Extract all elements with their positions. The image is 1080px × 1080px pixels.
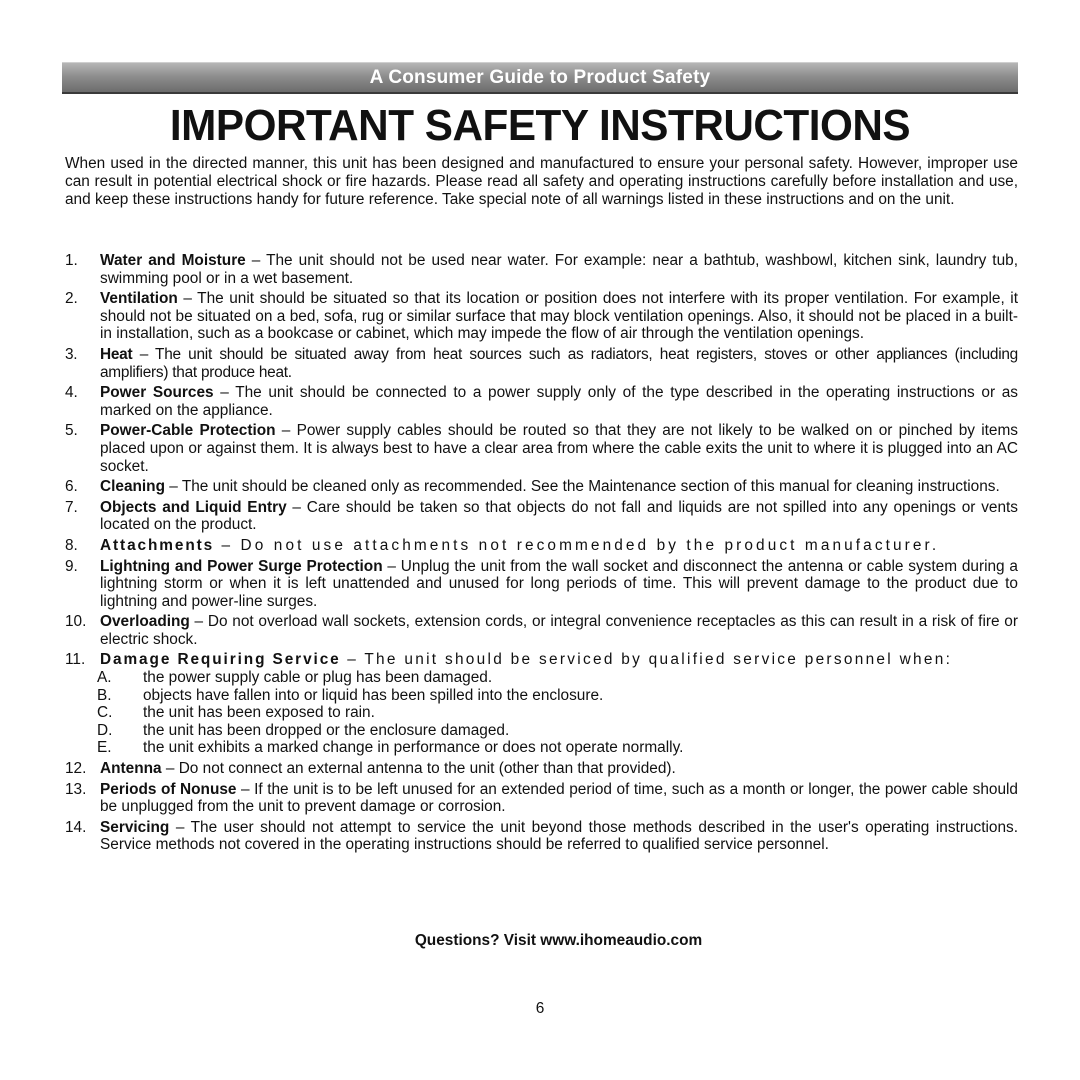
list-item-servicing [65,819,1018,854]
list-item-power-sources [65,384,1018,419]
service-condition [65,687,1018,705]
condition-text: the unit has been dropped or the enclosure damaged. [143,721,510,739]
service-condition [65,704,1018,722]
item-term: Ventilation [100,290,178,308]
item-text: – Do not use attachments not recommended by the product manufacturer. [214,536,940,554]
questions-link-text: Questions? Visit www.ihomeaudio.com [414,932,703,949]
item-number: 7. [65,498,78,516]
item-text: – The unit should be situated away from heat sources such as radiators, heat registers, stoves or other appliances (including amplifiers) that produce heat. [100,345,1018,381]
item-term: Overloading [100,613,190,631]
item-text: – The unit should be serviced by qualified service personnel when: [340,651,953,669]
list-item-overloading [65,613,1018,648]
item-number: 14. [65,818,87,836]
list-item-cleaning [65,478,1018,496]
safety-instructions-list [65,252,1018,857]
list-item-heat [65,346,1018,381]
page-title: IMPORTANT SAFETY INSTRUCTIONS [169,101,911,150]
item-text: – The unit should not be used near water. For example: near a bathtub, washbowl, kitchen sink, laundry tub, swimming pool or in a wet basement. [100,252,1018,287]
item-text: – The unit should be cleaned only as recommended. See the Maintenance section of this manual for cleaning instructions. [165,478,1000,496]
condition-text: the unit exhibits a marked change in performance or does not operate normally. [143,739,684,757]
item-text: – The unit should be situated so that its location or position does not interfere with its proper ventilation. For example, it should not be situated on a bed, sofa, rug or similar surface that may block ventilation openings. Also, it should not be placed in a built-in installation, such as a bookcase or cabinet, which may impede the flow of air through the ventilation openings. [100,290,1018,343]
item-term: Cleaning [100,478,165,496]
condition-text: objects have fallen into or liquid has been spilled into the enclosure. [143,686,604,704]
item-term: Attachments [100,536,215,554]
item-term: Water and Moisture [100,252,246,269]
header-banner [62,62,1018,94]
item-text: – The user should not attempt to service the unit beyond those methods described in the user's operating instructions. Service methods not covered in the operating instructions should be referred to qualified service personnel. [100,818,1018,854]
item-number: 8. [65,536,78,554]
list-item-ventilation [65,290,1018,343]
item-number: 12. [65,760,87,778]
intro-paragraph: When used in the directed manner, this unit has been designed and manufactured to ensure your personal safety. However, improper use can result in potential electrical shock or fire hazards. Please read all safety and operating instructions carefully before installation and use, and keep these instructions handy for future reference. Take special note of all warnings listed in these instructions and on the unit. [65,155,1018,208]
item-term: Damage Requiring Service [100,651,341,669]
item-term: Power Sources [100,384,214,402]
list-item-damage-service [65,651,1018,669]
item-term: Objects and Liquid Entry [100,498,287,516]
list-item-power-cable [65,422,1018,475]
condition-letter: E. [97,739,112,757]
item-number: 5. [65,422,78,440]
service-conditions-block [65,669,1018,757]
item-text: – Unplug the unit from the wall socket and disconnect the antenna or cable system during a lightning storm or when it is left unattended and unused for long periods of time. This will prevent damage to the product due to lightning and power-line surges. [100,557,1018,610]
item-text: – Do not overload wall sockets, extension cords, or integral convenience receptacles as this can result in a risk of fire or electric shock. [100,613,1018,648]
list-item-attachments [65,537,1018,555]
item-number: 11. [65,651,86,669]
item-term: Periods of Nonuse [100,780,237,798]
item-text: – Power supply cables should be routed so that they are not likely to be walked on or pinched by items placed upon or against them. It is always best to have a clear area from where the cable exits the unit to where it is plugged into an AC socket. [100,422,1018,475]
condition-letter: B. [97,686,112,704]
item-number: 1. [65,252,78,269]
condition-text: the unit has been exposed to rain. [143,704,375,722]
item-term: Lightning and Power Surge Protection [100,557,383,575]
item-number: 4. [65,384,78,402]
item-text: – If the unit is to be left unused for an extended period of time, such as a month or longer, the power cable should be unplugged from the unit to prevent damage or corrosion. [100,780,1018,816]
condition-letter: D. [97,721,113,739]
list-item-lightning [65,558,1018,611]
item-number: 10. [65,613,87,631]
item-text: – Do not connect an external antenna to the unit (other than that provided). [161,760,676,778]
service-condition [65,669,1018,687]
item-term: Antenna [100,760,162,778]
condition-letter: C. [97,704,113,722]
service-condition [65,722,1018,740]
condition-text: the power supply cable or plug has been damaged. [143,669,493,687]
list-item-antenna [65,760,1018,778]
item-number: 2. [65,290,78,308]
condition-letter: A. [97,669,112,687]
item-number: 3. [65,345,78,363]
banner-title: A Consumer Guide to Product Safety [369,66,711,88]
list-item-objects-liquid [65,499,1018,534]
item-number: 9. [65,557,78,575]
item-text: – The unit should be connected to a power supply only of the type described in the operating instructions or as marked on the appliance. [100,384,1018,419]
service-conditions-list [65,669,1018,757]
item-term: Servicing [100,818,170,836]
page-number: 6 [535,1000,545,1017]
service-condition [65,739,1018,757]
item-term: Power-Cable Protection [100,422,276,440]
item-term: Heat [100,345,133,363]
item-number: 13. [65,780,87,798]
list-item-water [65,252,1018,287]
list-item-nonuse [65,781,1018,816]
item-number: 6. [65,478,78,496]
item-text: – Care should be taken so that objects do not fall and liquids are not spilled into any openings or vents located on the product. [100,498,1018,534]
